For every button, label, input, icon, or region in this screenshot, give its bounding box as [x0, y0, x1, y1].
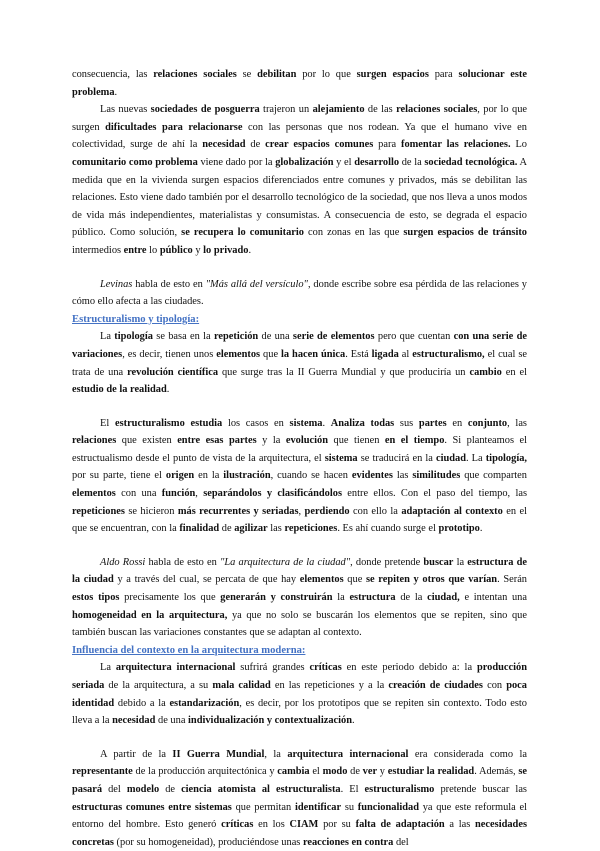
bold-text: estructuras comunes entre sistemas [72, 801, 232, 813]
bold-text: serie de elementos [292, 331, 375, 343]
bold-text: sociedades de posguerra [150, 104, 260, 116]
bold-text: elementos [72, 488, 116, 500]
text-run: se [236, 69, 258, 80]
text-run: con zonas en las que [303, 227, 404, 239]
text-run: e intentan una [459, 592, 527, 604]
bold-text: desarrollo [354, 156, 400, 168]
bold-text: elementos [216, 348, 261, 360]
bold-text: estudio de la realidad [72, 384, 167, 396]
bold-text: falta de adaptación [355, 819, 445, 831]
bold-text: II Guerra Mundial [172, 748, 265, 760]
bold-text: revolución científica [127, 366, 219, 378]
body-paragraph [72, 554, 527, 642]
body-paragraph [72, 276, 527, 311]
bold-text: ciudad, [427, 592, 460, 604]
bold-text: surgen espacios [356, 69, 429, 80]
text-run: era considerada como la [408, 748, 527, 760]
bold-text: creación de ciudades [388, 680, 483, 691]
text-run: , [195, 488, 204, 500]
bold-text: relaciones [72, 435, 117, 447]
text-run: por su parte, tiene el [72, 470, 166, 482]
bold-text: con una serie de variaciones [72, 331, 527, 360]
body-paragraph [72, 101, 527, 259]
bold-text: entre [123, 244, 147, 256]
section-heading [72, 311, 527, 329]
bold-text: en el tiempo [384, 435, 445, 447]
text-run: habla de esto en [132, 278, 206, 290]
bold-text: tipología [114, 331, 153, 343]
text-run: las [267, 523, 285, 535]
text-run: de la producción arquitectónica y [132, 766, 278, 778]
bold-text: estructuralismo estudia [114, 417, 223, 429]
bold-text: surgen espacios de tránsito [403, 227, 527, 239]
body-paragraph [72, 746, 527, 851]
text-run: . [322, 417, 331, 429]
text-run: con las personas que nos rodean. Ya que el humano vive en colectividad, surge de ahí la [72, 121, 527, 151]
text-run: . [114, 86, 118, 98]
bold-text: función [161, 488, 196, 500]
text-run: Influencia del contexto en la arquitectura moderna: [72, 644, 306, 656]
text-run: y la [256, 435, 286, 447]
bold-text: producción seriada [72, 662, 527, 691]
text-run: A medida que en la vivienda surgen espacios diferenciados entre comunes y privados, más se debilitan las relaciones. Esto viene dado también por el desarrollo tecnológico de la sociedad, que nos lleva a unos modos de vida más independientes, materialistas y consumistas. A consecuencia de esto, se degrada el espacio público. Como solución, [72, 156, 527, 239]
bold-text: estructuralismo, [412, 348, 485, 360]
bold-text: necesidades concretas [72, 819, 527, 848]
bold-text: reacciones en contra [302, 836, 394, 848]
bold-text: individualización y contextualización [188, 715, 352, 727]
bold-text: se recupera lo comunitario [181, 227, 304, 239]
text-run: , la [264, 748, 288, 760]
bold-text: globalización [275, 156, 334, 168]
text-run: . [166, 384, 170, 396]
text-run: (por su homogeneidad), produciéndose unas [113, 836, 303, 848]
text-run: se hicieron [124, 505, 178, 517]
bold-text: elementos [299, 574, 344, 586]
text-run: de la arquitectura, a su [104, 680, 213, 691]
text-run: por su [318, 819, 356, 831]
bold-text: repetición [213, 331, 259, 343]
text-run: , [298, 505, 305, 517]
text-run: con ello la [349, 505, 402, 517]
text-run: y el [333, 156, 355, 168]
text-run: Las nuevas [100, 104, 151, 116]
text-run: sufrirá grandes [235, 662, 310, 674]
bold-text: más recurrentes y seriadas [177, 505, 299, 517]
text-run: a las [444, 819, 476, 831]
text-run: de la [395, 592, 428, 604]
bold-text: repeticiones [284, 523, 338, 535]
text-run: debido a la [114, 697, 170, 709]
document-page [72, 66, 527, 851]
text-run: , por lo que surgen [72, 104, 527, 133]
text-run: con [482, 680, 507, 691]
bold-text: arquitectura internacional [287, 748, 409, 760]
bold-text: relaciones sociales [153, 69, 237, 80]
text-run: , es decir, por los prototipos que se repiten sin contexto. Todo esto lleva a la [72, 697, 528, 727]
text-run: en la [194, 470, 224, 482]
text-run: que [343, 574, 366, 586]
bold-text: repeticiones [72, 505, 125, 517]
text-run: lo [146, 244, 160, 256]
text-run: y [377, 766, 388, 778]
bold-text: identificar [294, 801, 342, 813]
text-run: en [446, 417, 468, 429]
text-run: de las [364, 104, 397, 116]
text-run: A partir de la [100, 748, 173, 760]
text-run: se basa en la [152, 331, 214, 343]
text-run: . Si planteamos el estructualismo desde el punto de vista de la arquitectura, el [72, 435, 527, 464]
text-run: en el [501, 366, 527, 378]
bold-text: críticas [221, 819, 254, 831]
bold-text: CIAM [289, 819, 319, 831]
bold-text: mala calidad [212, 680, 271, 691]
bold-text: cambio [469, 366, 502, 378]
text-run: , donde pretende [350, 556, 424, 568]
bold-text: partes [418, 417, 447, 429]
bold-text: dificultades para relacionarse [105, 121, 243, 133]
text-run: sus [394, 417, 419, 429]
text-run: de una [258, 331, 293, 343]
bold-text: perdiendo [304, 505, 350, 517]
italic-text: "La arquitectura de la ciudad" [220, 556, 351, 568]
bold-text: debilitan [257, 69, 297, 80]
bold-text: agilizar [234, 523, 268, 535]
text-run: . [479, 523, 483, 535]
bold-text: modelo [126, 783, 160, 795]
bold-text: estos tipos [72, 592, 120, 604]
bold-text: alejamiento [312, 104, 365, 116]
bold-text: estudiar la realidad [387, 766, 475, 778]
text-run: pretende buscar las [434, 783, 527, 795]
text-run: en las repeticiones y a la [270, 680, 389, 691]
bold-text: la hacen única [281, 348, 346, 360]
body-paragraph [72, 415, 527, 538]
bold-text: crear espacios comunes [265, 139, 374, 151]
bold-text: finalidad [179, 523, 220, 535]
text-run: al [398, 348, 413, 360]
text-run: de una [155, 715, 189, 727]
text-run: que permitan [231, 801, 295, 813]
text-run: las [392, 470, 413, 482]
text-run: la [453, 556, 468, 568]
bold-text: ligada [371, 348, 399, 360]
text-run: en los [253, 819, 290, 831]
text-run: . Además, [474, 766, 519, 778]
text-run: . [351, 715, 355, 727]
text-run: de [219, 523, 235, 535]
text-run: para [428, 69, 459, 80]
bold-text: ver [362, 766, 378, 778]
bold-text: fomentar las relaciones. [400, 139, 511, 151]
bold-text: origen [165, 470, 195, 482]
text-run: su [341, 801, 358, 813]
text-run: Estructuralismo y tipología: [72, 313, 200, 325]
text-run: el cual se trata de una [72, 348, 527, 378]
text-run: , cuando se hacen [270, 470, 352, 482]
bold-text: estandarización [169, 697, 240, 709]
bold-text: se pasará [72, 766, 528, 795]
text-run: por lo que [296, 69, 357, 80]
bold-text: lo privado [203, 244, 249, 256]
bold-text: adaptación al contexto [401, 505, 503, 517]
text-run: que comparten [460, 470, 527, 482]
bold-text: estructuralismo [364, 783, 435, 795]
text-run: , donde escribe sobre esa pérdida de las relaciones y cómo ello afecta a las ciudades. [72, 278, 527, 308]
bold-text: estructura [349, 592, 396, 604]
bold-text: sociedad tecnológica. [424, 156, 518, 168]
bold-text: entre esas partes [177, 435, 257, 447]
bold-text: buscar [423, 556, 454, 568]
bold-text: arquitectura internacional [115, 662, 236, 674]
text-run: ya que no solo se buscarán los elementos que se repiten, sino que también buscan las variaciones constantes que se adaptan al contexto. [72, 609, 527, 639]
section-heading [72, 642, 527, 660]
text-run: la [332, 592, 350, 604]
text-run: viene dado por la [197, 156, 276, 168]
text-run: La [100, 662, 116, 674]
bold-text: ciudad [435, 452, 466, 464]
bold-text: homogeneidad en la arquitectura, [72, 609, 228, 621]
text-run: . [248, 244, 252, 256]
bold-text: similitudes [412, 470, 461, 482]
text-run: que tienen [328, 435, 385, 447]
bold-text: ilustración [223, 470, 271, 482]
bold-text: sistema [289, 417, 323, 429]
bold-text: prototipo [438, 523, 480, 535]
bold-text: modo [322, 766, 348, 778]
bold-text: tipología, [485, 452, 527, 464]
text-run: de [347, 766, 363, 778]
bold-text: funcionalidad [357, 801, 419, 813]
bold-text: sistema [324, 452, 358, 464]
text-run: trajeron un [259, 104, 313, 116]
text-run: de la [399, 156, 425, 168]
text-run: de [245, 139, 266, 151]
bold-text: se repiten y otros que varían [365, 574, 498, 586]
text-run: , es decir, tienen unos [122, 348, 217, 360]
bold-text: público [159, 244, 193, 256]
bold-text: representante [72, 766, 133, 778]
bold-text: generarán y construirán [220, 592, 333, 604]
bold-text: evolución [285, 435, 329, 447]
text-run: . Está [345, 348, 372, 360]
text-run: . Serán [497, 574, 527, 586]
text-run: y [192, 244, 204, 256]
italic-text: "Más allá del versículo" [205, 278, 308, 290]
bold-text: necesidad [202, 139, 246, 151]
body-paragraph [72, 659, 527, 729]
bold-text: separándolos y clasificándolos [203, 488, 342, 500]
body-paragraph [72, 328, 527, 398]
text-run: que existen [116, 435, 178, 447]
bold-text: solucionar este problema [72, 69, 527, 98]
italic-text: Levinas [100, 278, 133, 290]
body-paragraph [72, 66, 527, 101]
bold-text: comunitario como problema [72, 156, 198, 168]
bold-text: Analiza todas [330, 417, 395, 429]
text-run: El [100, 417, 115, 429]
text-run: que surge tras la II Guerra Mundial y que produciría un [218, 366, 470, 378]
text-run: consecuencia, las [72, 69, 154, 80]
text-run: del [102, 783, 127, 795]
bold-text: relaciones sociales [396, 104, 478, 116]
text-run: del [393, 836, 409, 848]
text-run: en este periodo debido a: la [341, 662, 477, 674]
bold-text: conjunto [467, 417, 508, 429]
text-run: con una [115, 488, 162, 500]
text-run: el [309, 766, 323, 778]
text-run: de [159, 783, 182, 795]
text-run: Lo [510, 139, 527, 151]
text-run: ya que este reformula el entorno del hombre. Esto generó [72, 801, 527, 831]
bold-text: evidentes [351, 470, 393, 482]
text-run: entre ellos. Con el paso del tiempo, las [341, 488, 527, 500]
text-run: y a través del cual, se percata de que hay [113, 574, 300, 586]
bold-text: poca identidad [72, 680, 527, 709]
bold-text: ciencia atomista al estructuralista [181, 783, 341, 795]
bold-text: necesidad [112, 715, 156, 727]
text-run: intermedios [72, 244, 124, 256]
text-run: habla de esto en [145, 556, 221, 568]
text-run: se traducirá en la [357, 452, 436, 464]
text-run: para [373, 139, 401, 151]
bold-text: estructura de la ciudad [72, 556, 527, 586]
text-run: , las [507, 417, 527, 429]
text-run: que [260, 348, 282, 360]
text-run: La [100, 331, 115, 343]
bold-text: críticas [309, 662, 342, 674]
text-run: . El [340, 783, 365, 795]
text-run: pero que cuentan [374, 331, 454, 343]
text-run: precisamente los que [119, 592, 221, 604]
text-run: en el que se encuentran, con la [72, 505, 527, 535]
text-run: . La [465, 452, 486, 464]
bold-text: cambia [277, 766, 310, 778]
text-run: los casos en [222, 417, 290, 429]
italic-text: Aldo Rossi [100, 556, 146, 568]
text-run: . Es ahí cuando surge el [337, 523, 439, 535]
